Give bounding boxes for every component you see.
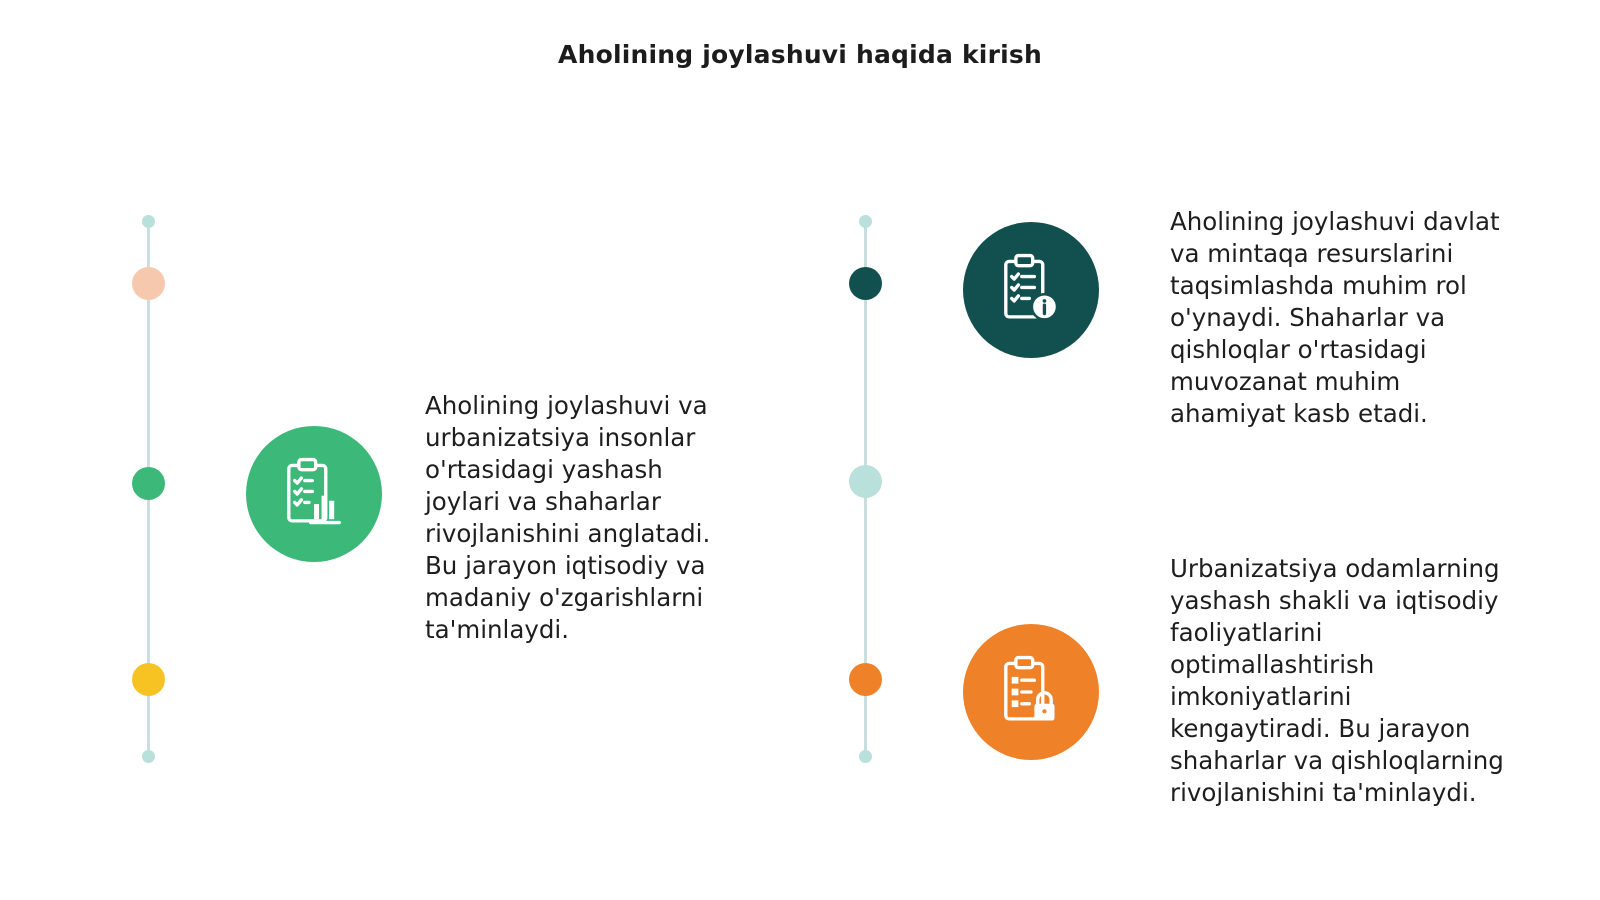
page-title: Aholining joylashuvi haqida kirish bbox=[558, 40, 1042, 69]
item-text: Aholining joylashuvi va urbanizatsiya insonlar o'rtasidagi yashash joylari va shaharlar rivojlanishini anglatadi. Bu jarayon iqtisodiy va madaniy o'zgarishlarni ta'minlaydi. bbox=[425, 391, 711, 644]
timeline-right bbox=[845, 210, 885, 770]
clipboard-lock-icon bbox=[963, 624, 1099, 760]
timeline-left bbox=[128, 210, 168, 770]
timeline-marker-light-teal bbox=[849, 465, 882, 498]
clipboard-chart-icon bbox=[246, 426, 382, 562]
item-text: Aholining joylashuvi davlat va mintaqa resurslarini taqsimlashda muhim rol o'ynaydi. Shaharlar va qishloqlar o'rtasidagi muvozanat muhim ahamiyat kasb etadi. bbox=[1170, 207, 1500, 428]
timeline-marker-green bbox=[132, 467, 165, 500]
timeline-marker-dark-teal bbox=[849, 267, 882, 300]
item-text: Urbanizatsiya odamlarning yashash shakli va iqtisodiy faoliyatlarini optimallashtirish imkoniyatlarini kengaytiradi. Bu jarayon shaharlar va qishloqlarning rivojlanishini ta'minlaydi. bbox=[1170, 554, 1504, 807]
timeline-marker-peach bbox=[132, 267, 165, 300]
timeline-endpoint-bottom bbox=[142, 750, 155, 763]
timeline-endpoint-top bbox=[859, 215, 872, 228]
timeline-endpoint-top bbox=[142, 215, 155, 228]
timeline-endpoint-bottom bbox=[859, 750, 872, 763]
clipboard-info-icon bbox=[963, 222, 1099, 358]
timeline-marker-orange bbox=[849, 663, 882, 696]
timeline-marker-yellow bbox=[132, 663, 165, 696]
